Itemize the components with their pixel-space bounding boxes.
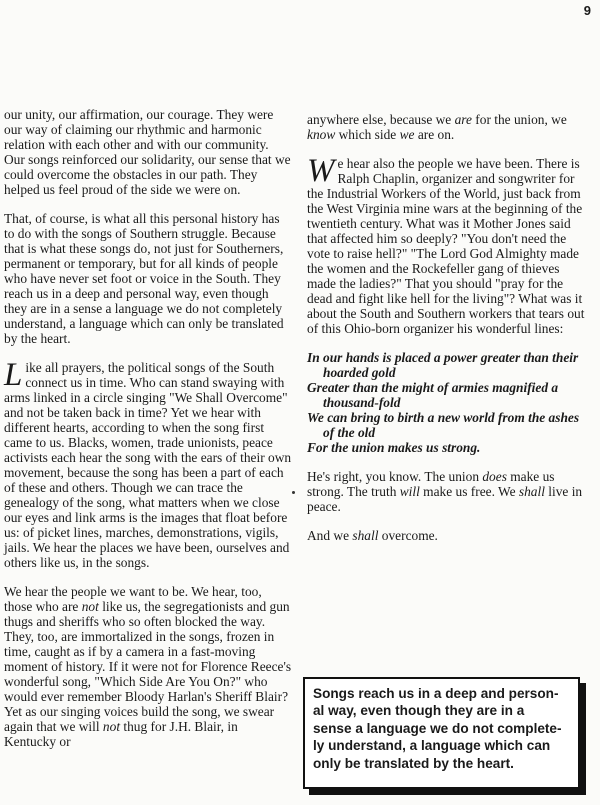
- lyric-line: We can bring to birth a new world from the ashes of the old: [307, 410, 580, 440]
- pull-quote-line: only be translated by the heart.: [313, 755, 514, 771]
- text-run: make us free. We: [419, 484, 519, 499]
- left-paragraph-4: [4, 584, 292, 749]
- emphasis: shall: [518, 484, 545, 499]
- left-paragraph-1: our unity, our affirmation, our courage. They were our way of claiming our rhythmic and harmonic relation with each other and with our community. Our songs reinforced our solidarity, our sense that we could overcome the obstacles in our path. They helped us feel proud of the side we were on.: [4, 107, 291, 197]
- emphasis: does: [482, 469, 507, 484]
- text-run: make us strong. The truth: [307, 469, 555, 499]
- right-paragraph-3: [307, 469, 590, 514]
- text-run: anywhere else, because we: [307, 112, 455, 127]
- right-paragraph-4: [307, 528, 590, 543]
- emphasis: are: [454, 112, 472, 127]
- pull-quote-box: [303, 677, 580, 789]
- text-run: overcome.: [378, 528, 438, 543]
- text-run: He's right, you know. The union: [307, 469, 483, 484]
- text-run: are on.: [414, 127, 455, 142]
- right-paragraph-2: [307, 153, 590, 336]
- right-paragraph-2-text: e hear also the people we have been. There is Ralph Chaplin, organizer and songwriter for the Industrial Workers of the World, just back from the West Virginia mine wars at the beginning of the twentieth century. What was it Mother Jones said that affected him so deeply? "You don't need the vote to raise hell?" "The Lord God Almighty made the women and the Rockefeller gang of thieves made the ladies?" That you should "pray for the dead and fight like hell for the living"? What was it about the South and Southern workers that tears out of this Ohio-born organizer his wonderful lines:: [307, 156, 585, 336]
- lyric-line: In our hands is placed a power greater than their hoarded gold: [307, 350, 579, 380]
- speck: [292, 491, 295, 494]
- text-run: thug for J.H. Blair, in Kentucky or: [4, 719, 238, 749]
- left-paragraph-3: [4, 357, 292, 570]
- pull-quote-line: sense a language we do not complete-: [313, 720, 562, 736]
- emphasis: will: [399, 484, 420, 499]
- emphasis: we: [399, 127, 415, 142]
- text-run: live in peace.: [307, 484, 583, 514]
- text-run: which side: [335, 127, 400, 142]
- text-run: We hear the people we want to be. We hear, too, those who are: [4, 584, 262, 614]
- right-paragraph-1: [307, 112, 590, 142]
- emphasis: not: [102, 719, 121, 734]
- pull-quote-line: Songs reach us in a deep and person-: [313, 686, 559, 701]
- page-number: 9: [583, 3, 591, 18]
- left-paragraph-2: That, of course, is what all this personal history has to do with the songs of Southern struggle. Because that is what these songs do, not just for Southerners, permanent or temporary, but for all kinds of people who have never set foot or voice in the South. They reach us in a deep and personal way, even though they are in a sense a language we do not completely understand, a language which can only be translated by the heart.: [4, 211, 284, 346]
- text-run: for the union, we: [471, 112, 567, 127]
- right-column: [307, 112, 590, 557]
- song-lyrics: [307, 350, 590, 455]
- left-column: [4, 107, 292, 763]
- emphasis: shall: [352, 528, 379, 543]
- text-run: And we: [307, 528, 353, 543]
- emphasis: not: [81, 599, 99, 614]
- drop-cap-w: W: [307, 153, 335, 189]
- drop-cap-l: L: [4, 357, 23, 393]
- lyric-line: For the union makes us strong.: [307, 440, 481, 455]
- pull-quote-line: al way, even though they are in a: [313, 703, 525, 719]
- emphasis: know: [307, 127, 336, 142]
- pull-quote-line: ly understand, a language which can: [313, 738, 551, 754]
- left-paragraph-3-text: ike all prayers, the political songs of the South connect us in time. Who can stand swaying with arms linked in a circle singing "We Shall Overcome" and not be taken back in time? Yet we hear with different hearts, according to when the song first came to us. Blacks, women, trade unionists, peace activists each hear the song with the ears of their own movement, because the song has been a part of each of these and others. Though we can trace the genealogy of the song, what matters when we close our eyes and link arms is the images that float before us: of picket lines, marches, demonstrations, vigils, jails. We hear the places we have been, ourselves and others like us, in the songs.: [4, 360, 292, 570]
- text-run: like us, the segregationists and gun thugs and sheriffs who so often blocked the way. They, too, are immortalized in the songs, frozen in time, caught as if by a camera in a fast-moving moment of history. If it were not for Florence Reece's wonderful song, "Which Side Are You On?" who would ever remember Bloody Harlan's Sheriff Blair? Yet as our singing voices build the song, we swear again that we will: [4, 599, 292, 734]
- lyric-line: Greater than the might of armies magnified a thousand-fold: [307, 380, 559, 410]
